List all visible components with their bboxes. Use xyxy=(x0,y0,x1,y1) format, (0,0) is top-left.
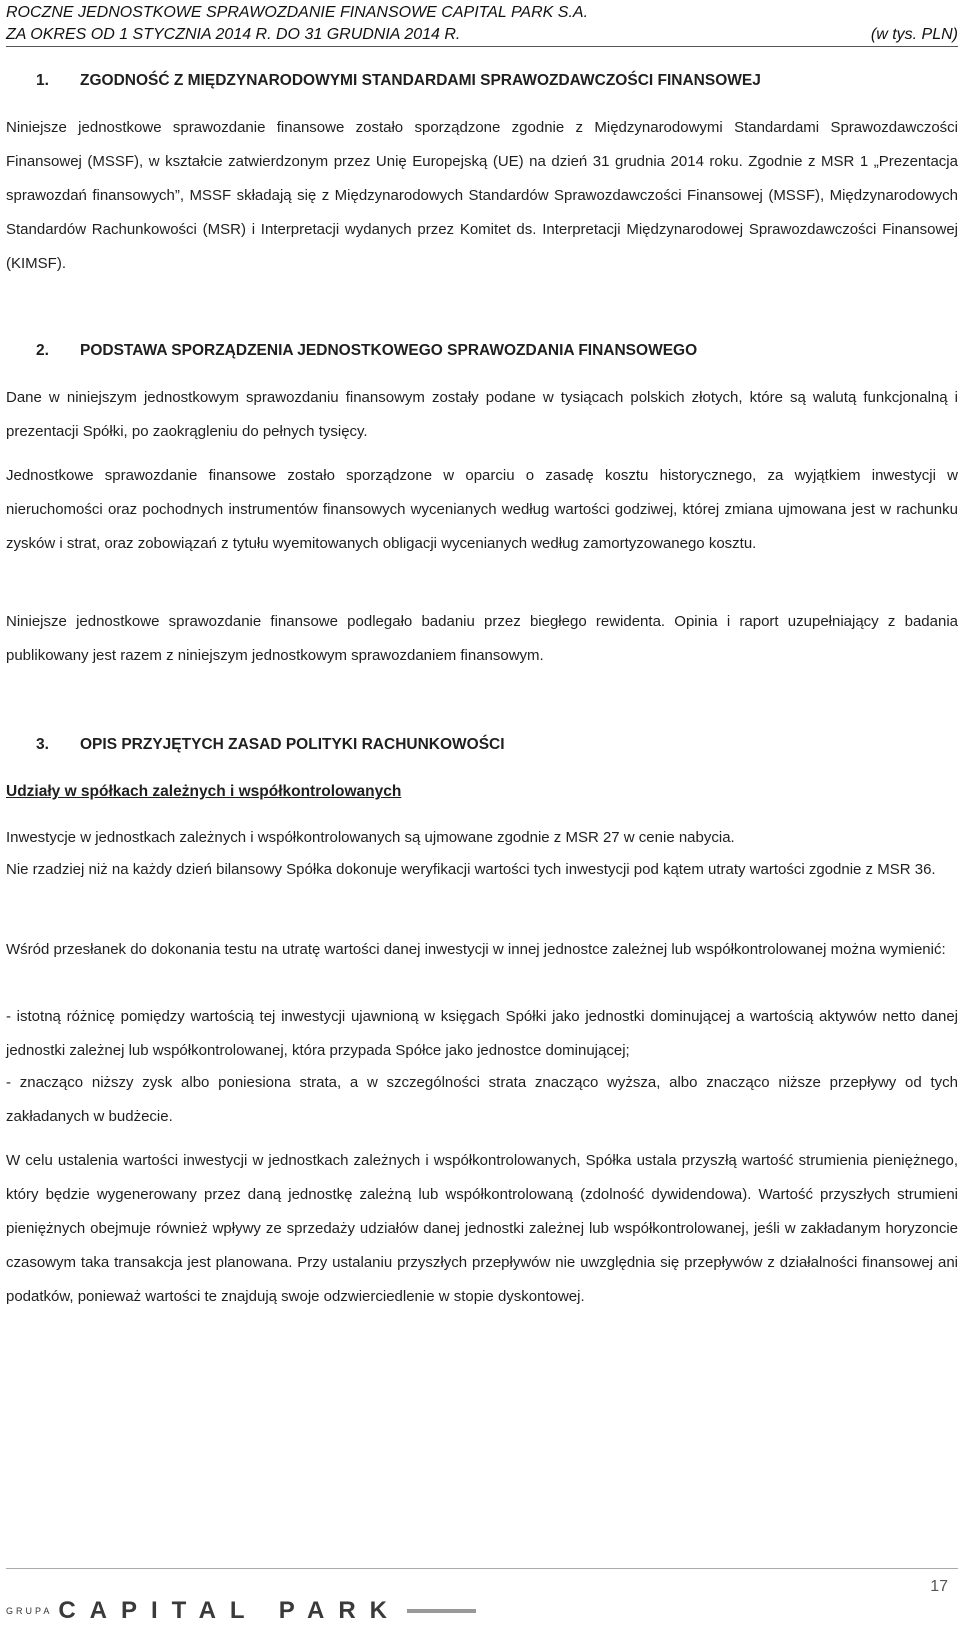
section-number: 3. xyxy=(36,736,49,753)
bullet-item: - znacząco niższy zysk albo poniesiona strata, a w szczególności strata znacząco wyższa, albo znacząco niższe przepływy od tych zakładanych w budżecie. xyxy=(6,1074,958,1125)
section-2-heading xyxy=(6,342,697,360)
section-title: ZGODNOŚĆ Z MIĘDZYNARODOWYMI STANDARDAMI SPRAWOZDAWCZOŚCI FINANSOWEJ xyxy=(80,72,761,89)
section-3-heading xyxy=(6,736,505,754)
paragraph: Wśród przesłanek do dokonania testu na utratę wartości danej inwestycji w innej jednostce zależnej lub współkontrolowanej można wymienić: xyxy=(6,941,946,958)
footer-divider xyxy=(6,1568,958,1569)
section-number: 2. xyxy=(36,342,49,359)
paragraph: Jednostkowe sprawozdanie finansowe zostało sporządzone w oparciu o zasadę kosztu historycznego, za wyjątkiem inwestycji w nieruchomości oraz pochodnych instrumentów finansowych wycenianych według wartości godziwej, której zmiana ujmowana jest w rachunku zysków i strat, oraz zobowiązań z tytułu wyemitowanych obligacji wycenianych według zamortyzowanego kosztu. xyxy=(6,467,958,552)
report-period: ZA OKRES OD 1 STYCZNIA 2014 R. DO 31 GRUDNIA 2014 R. xyxy=(6,26,461,43)
report-title: ROCZNE JEDNOSTKOWE SPRAWOZDANIE FINANSOWE CAPITAL PARK S.A. xyxy=(6,4,589,21)
section-title: PODSTAWA SPORZĄDZENIA JEDNOSTKOWEGO SPRAWOZDANIA FINANSOWEGO xyxy=(80,342,698,359)
section-title: OPIS PRZYJĘTYCH ZASAD POLITYKI RACHUNKOWOŚCI xyxy=(80,736,505,753)
paragraph: Inwestycje w jednostkach zależnych i współkontrolowanych są ujmowane zgodnie z MSR 27 w cenie nabycia. xyxy=(6,829,735,846)
logo-name: CAPITAL PARK xyxy=(58,1597,402,1624)
page-header xyxy=(6,2,958,47)
section-1-heading xyxy=(6,72,761,90)
section-number: 1. xyxy=(36,72,49,89)
subsection-heading: Udziały w spółkach zależnych i współkontrolowanych xyxy=(6,783,402,800)
section-1-paragraph: Niniejsze jednostkowe sprawozdanie finansowe zostało sporządzone zgodnie z Międzynarodowymi Standardami Sprawozdawczości Finansowej (MSSF), w kształcie zatwierdzonym przez Unię Europejską (UE) na dzień 31 grudnia 2014 roku. Zgodnie z MSR 1 „Prezentacja sprawozdań finansowych”, MSSF składają się z Międzynarodowych Standardów Sprawozdawczości Finansowej (MSSF), Międzynarodowych Standardów Rachunkowości (MSR) i Interpretacji wydanych przez Komitet ds. Interpretacji Międzynarodowej Sprawozdawczości Finansowej (KIMSF). xyxy=(6,119,958,272)
logo-bar xyxy=(407,1609,476,1613)
page-number: 17 xyxy=(930,1578,948,1595)
logo-grupa: GRUPA xyxy=(6,1606,53,1616)
paragraph: Niniejsze jednostkowe sprawozdanie finansowe podlegało badaniu przez biegłego rewidenta. Opinia i raport uzupełniający z badania publikowany jest razem z niniejszym jednostkowym sprawozdaniem finansowym. xyxy=(6,613,958,664)
paragraph: Nie rzadziej niż na każdy dzień bilansowy Spółka dokonuje weryfikacji wartości tych inwestycji pod kątem utraty wartości zgodnie z MSR 36. xyxy=(6,861,936,878)
currency-unit: (w tys. PLN) xyxy=(870,26,958,43)
report-period-row xyxy=(6,24,958,46)
paragraph: Dane w niniejszym jednostkowym sprawozdaniu finansowym zostały podane w tysiącach polskich złotych, które są walutą funkcjonalną i prezentacji Spółki, po zaokrągleniu do pełnych tysięcy. xyxy=(6,389,958,440)
paragraph: W celu ustalenia wartości inwestycji w jednostkach zależnych i współkontrolowanych, Spółka ustala przyszłą wartość strumienia pieniężnego, który będzie wygenerowany przez daną jednostkę zależną lub współkontrolowaną (zdolność dywidendowa). Wartość przyszłych strumieni pieniężnych obejmuje również wpływy ze sprzedaży udziałów danej jednostki zależnej lub współkontrolowanej, jeśli w zakładanym horyzoncie czasowym taka transakcja jest planowana. Przy ustalaniu przyszłych przepływów nie uwzględnia się przepływów z działalności finansowej ani podatków, ponieważ wartości te znajdują swoje odzwierciedlenie w stopie dyskontowej. xyxy=(6,1152,958,1305)
company-logo xyxy=(6,1598,476,1624)
bullet-item: - istotną różnicę pomiędzy wartością tej inwestycji ujawnioną w księgach Spółki jako jednostki dominującej a wartością aktywów netto danej jednostki zależnej lub współkontrolowanej, która przypada Spółce jako jednostce dominującej; xyxy=(6,1008,958,1059)
